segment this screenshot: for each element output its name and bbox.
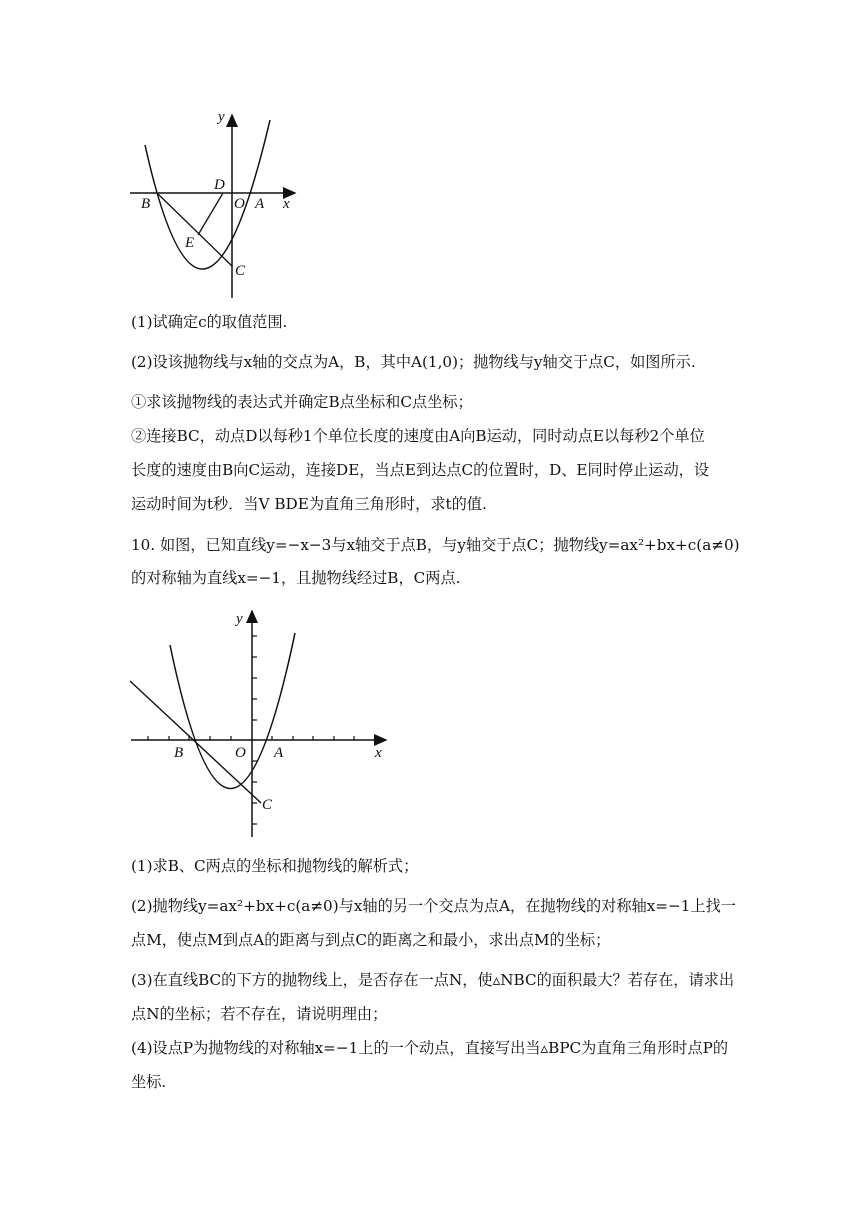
point-d-label: D bbox=[214, 177, 225, 193]
q9-part2-sub2-line1: ②连接BC，动点D以每秒1个单位长度的速度由A向B运动，同时动点E以每秒2个单位 bbox=[131, 427, 705, 445]
q9-part2-sub1: ①求该抛物线的表达式并确定B点坐标和C点坐标； bbox=[131, 393, 473, 411]
q10-part3-line2: 点N的坐标；若不存在，请说明理由； bbox=[131, 1005, 388, 1023]
q9-part2-sub2-line3: 运动时间为t秒．当V BDE为直角三角形时，求t的值. bbox=[131, 495, 487, 513]
point-a-label: A bbox=[274, 745, 284, 761]
parabola bbox=[170, 633, 295, 789]
point-c-label: C bbox=[262, 797, 273, 813]
point-e-label: E bbox=[185, 235, 195, 251]
point-b-label: B bbox=[141, 196, 151, 212]
point-a-label: A bbox=[255, 196, 265, 212]
segment-bc bbox=[157, 193, 232, 266]
q10-part4-line1: (4)设点P为抛物线的对称轴x=−1上的一个动点，直接写出当▵BPC为直角三角形时点P的 bbox=[131, 1039, 729, 1057]
figure-2-parabola-line bbox=[128, 603, 393, 840]
parabola bbox=[145, 120, 270, 269]
x-axis-label: x bbox=[283, 196, 290, 212]
origin-label: O bbox=[234, 196, 245, 212]
x-axis-label: x bbox=[375, 745, 382, 761]
q9-part2: (2)设该抛物线与x轴的交点为A，B，其中A(1,0)；抛物线与y轴交于点C，如图所示. bbox=[131, 353, 696, 371]
origin-label: O bbox=[235, 745, 246, 761]
q10-stem-line1: 10. 如图，已知直线y=−x−3与x轴交于点B，与y轴交于点C；抛物线y=ax²+bx+c(a≠0) bbox=[131, 536, 740, 554]
q10-part2-line2: 点M，使点M到点A的距离与到点C的距离之和最小，求出点M的坐标； bbox=[131, 931, 611, 949]
q9-part2-sub2-line2: 长度的速度由B向C运动，连接DE，当点E到达点C的位置时，D、E同时停止运动，设 bbox=[131, 461, 710, 479]
point-b-label: B bbox=[174, 745, 184, 761]
segment-de bbox=[198, 193, 223, 235]
q9-part1: (1)试确定c的取值范围. bbox=[131, 313, 288, 331]
q10-part1: (1)求B、C两点的坐标和抛物线的解析式； bbox=[131, 857, 419, 875]
y-axis-label: y bbox=[236, 611, 243, 627]
q10-part3-line1: (3)在直线BC的下方的抛物线上，是否存在一点N，使▵NBC的面积最大？若存在，请求出 bbox=[131, 971, 735, 989]
q10-stem-line2: 的对称轴为直线x=−1，且抛物线经过B，C两点. bbox=[131, 569, 461, 587]
q10-part4-line2: 坐标. bbox=[131, 1073, 167, 1091]
q10-part2-line1: (2)抛物线y=ax²+bx+c(a≠0)与x轴的另一个交点为点A，在抛物线的对称轴x=−1上找一 bbox=[131, 897, 736, 915]
point-c-label: C bbox=[235, 263, 246, 279]
figure-1-parabola-triangle bbox=[125, 105, 305, 305]
y-axis-label: y bbox=[218, 109, 225, 125]
